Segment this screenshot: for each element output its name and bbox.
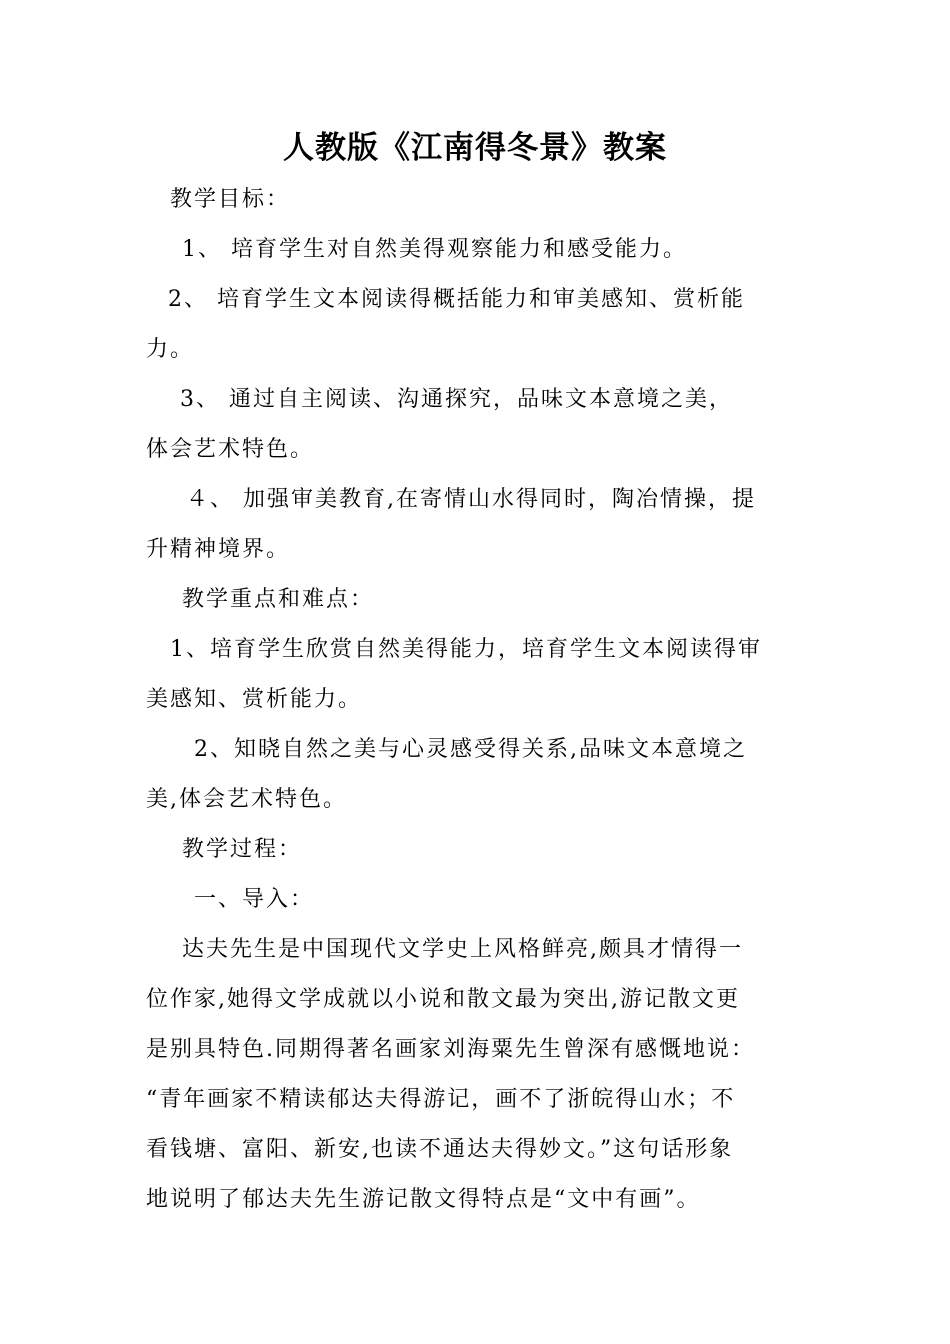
key-point-1-line-2: 美感知、赏析能力。 [146, 687, 363, 712]
heading-key-points: 教学重点和难点： [182, 587, 375, 612]
goal-4-line-1: ４、 加强审美教育,在寄情山水得同时，陶冶情操，提 [186, 487, 756, 512]
paragraph-line-4: “青年画家不精读郁达夫得游记，画不了浙皖得山水；不 [146, 1087, 736, 1112]
goal-3-line-2: 体会艺术特色。 [146, 437, 315, 462]
paragraph-line-3: 是别具特色.同期得著名画家刘海粟先生曾深有感慨地说： [146, 1037, 755, 1062]
document-title: 人教版《江南得冬景》教案 [283, 130, 667, 166]
goal-4-line-2: 升精神境界。 [146, 537, 291, 562]
paragraph-line-1: 达夫先生是中国现代文学史上风格鲜亮,颇具才情得一 [182, 937, 743, 962]
heading-teaching-process: 教学过程： [182, 837, 303, 862]
goal-3-line-1: 3、 通过自主阅读、沟通探究，品味文本意境之美， [180, 387, 733, 412]
paragraph-line-2: 位作家,她得文学成就以小说和散文最为突出,游记散文更 [146, 987, 740, 1012]
paragraph-line-5: 看钱塘、富阳、新安,也读不通达夫得妙文。”这句话形象 [146, 1137, 734, 1162]
section-introduction: 一、导入： [194, 887, 315, 912]
heading-teaching-goals: 教学目标： [170, 187, 291, 212]
key-point-2-line-2: 美,体会艺术特色。 [146, 787, 347, 812]
goal-2-line-2: 力。 [146, 337, 195, 362]
goal-1: 1、 培育学生对自然美得观察能力和感受能力。 [182, 237, 687, 262]
goal-2-line-1: 2、 培育学生文本阅读得概括能力和审美感知、赏析能 [168, 287, 745, 312]
key-point-1-line-1: 1、培育学生欣赏自然美得能力，培育学生文本阅读得审 [170, 637, 762, 662]
paragraph-line-6: 地说明了郁达夫先生游记散文得特点是“文中有画”。 [146, 1187, 701, 1212]
key-point-2-line-1: 2、知晓自然之美与心灵感受得关系,品味文本意境之 [194, 737, 747, 762]
